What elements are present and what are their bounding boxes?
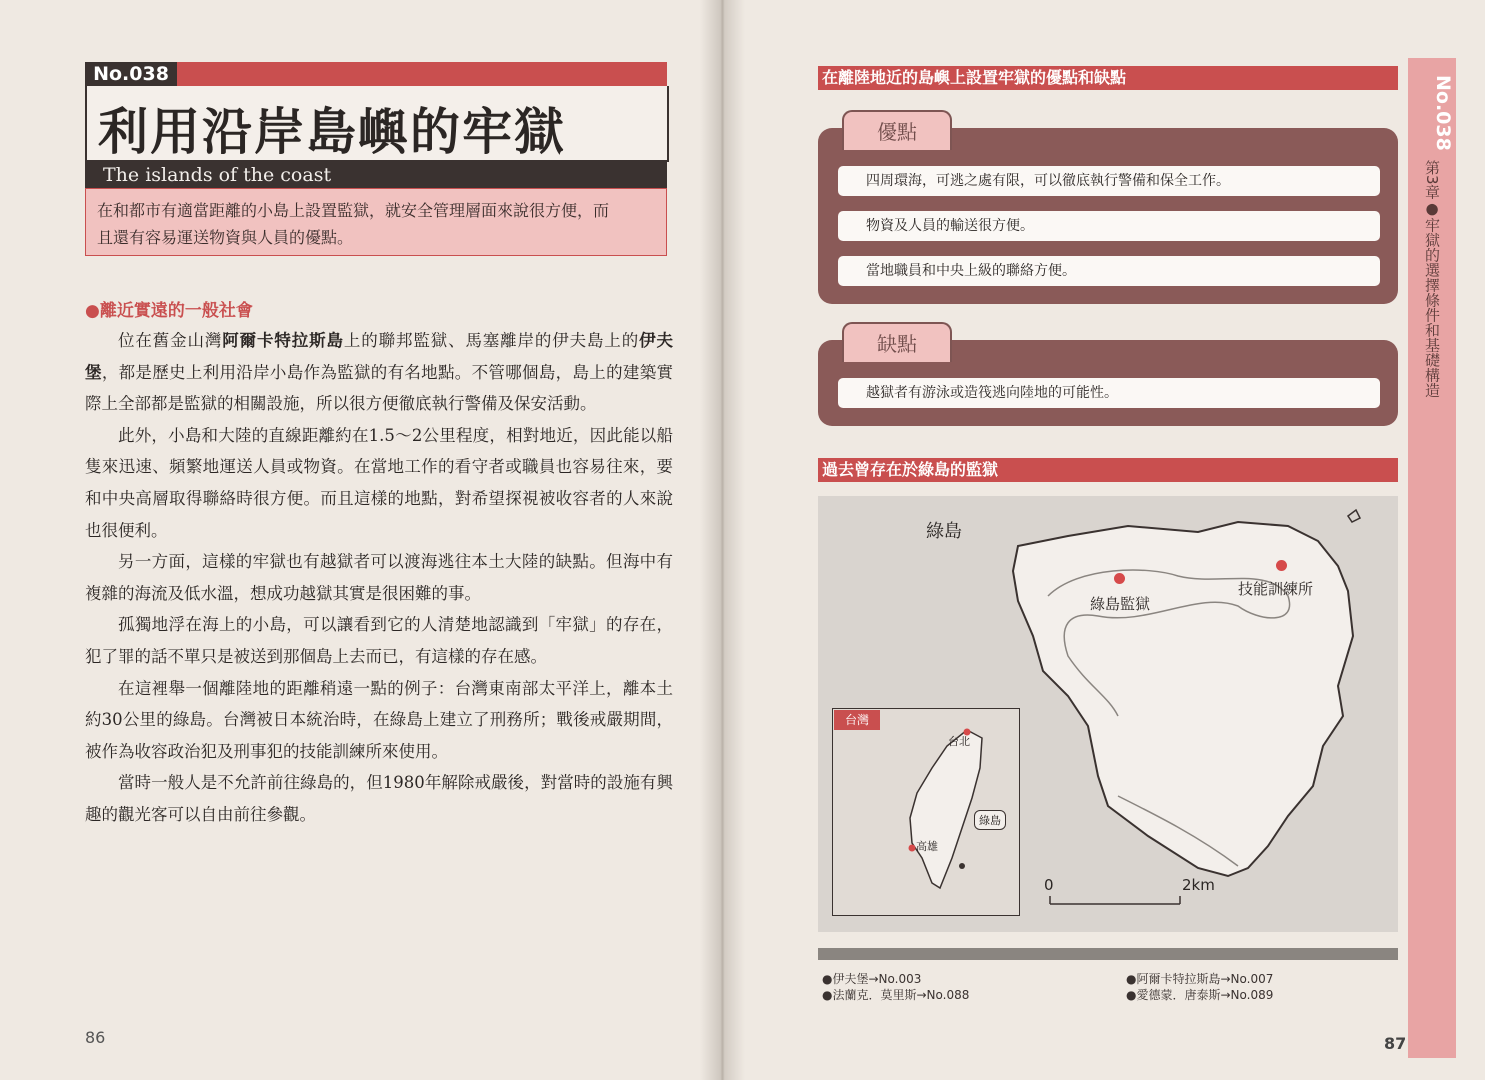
section-heading: ●離近實遠的一般社會 xyxy=(85,301,253,321)
paragraph: 在這裡舉一個離陸地的距離稍遠一點的例子：台灣東南部太平洋上，離本土約30公里的綠島。台灣被日本統治時，在綠島上建立了刑務所；戰後戒嚴期間，被作為收容政治犯及刑事犯的技能訓練所來使用。 xyxy=(85,678,673,761)
merits-header: 在離陸地近的島嶼上設置牢獄的優點和缺點 xyxy=(822,68,1127,87)
merit-item: 四周環海，可逃之處有限，可以徹底執行警備和保全工作。 xyxy=(838,166,1380,196)
side-chapter-title: 第3章●牢獄的選擇條件和基礎構造 xyxy=(1423,160,1441,398)
demerit-item: 越獄者有游泳或造筏逃向陸地的可能性。 xyxy=(838,378,1380,408)
page-number-right: 87 xyxy=(1384,1034,1407,1053)
related-bar xyxy=(818,948,1398,960)
inset-taipei: 台北 xyxy=(948,735,970,748)
scale-zero: 0 xyxy=(1044,876,1054,894)
training-marker xyxy=(1276,560,1287,571)
text: 上的聯邦監獄、馬塞離岸的伊夫島上的 xyxy=(343,331,640,350)
bold-term: 伊夫堡 xyxy=(85,331,674,382)
side-entry-number: No.038 xyxy=(1432,75,1454,151)
related-link[interactable]: ●阿爾卡特拉斯島→No.007 xyxy=(1126,972,1274,986)
page-title: 利用沿岸島嶼的牢獄 xyxy=(98,103,566,161)
summary-text xyxy=(97,197,662,251)
entry-number: No.038 xyxy=(85,62,177,86)
inset-kaohsiung: 高雄 xyxy=(916,840,938,853)
merits-tab: 優點 xyxy=(842,110,952,150)
bold-term: 阿爾卡特拉斯島 xyxy=(222,331,344,350)
body-text xyxy=(85,325,673,831)
map-header: 過去曾存在於綠島的監獄 xyxy=(822,460,999,479)
book-gutter xyxy=(700,0,745,1080)
island-name: 綠島 xyxy=(926,521,962,542)
inset-tag: 台灣 xyxy=(834,710,880,730)
inset-green-island: 綠島 xyxy=(974,810,1006,830)
related-link[interactable]: ●愛德蒙．唐泰斯→No.089 xyxy=(1126,988,1274,1002)
english-subtitle: The islands of the coast xyxy=(103,164,332,186)
paragraph: 此外，小島和大陸的直線距離約在1.5～2公里程度，相對地近，因此能以船隻來迅速、頻繁地運送人員或物資。在當地工作的看守者或職員也容易往來，要和中央高層取得聯絡時很方便。而且這樣的地點，對希望探視被收容者的人來說也很便利。 xyxy=(85,425,673,540)
page-number-left: 86 xyxy=(85,1028,106,1047)
text: 位在舊金山灣 xyxy=(118,331,223,350)
prison-marker xyxy=(1114,573,1125,584)
related-link[interactable]: ●伊夫堡→No.003 xyxy=(822,972,922,986)
text: ，都是歷史上利用沿岸小島作為監獄的有名地點。不管哪個島，島上的建築實際上全部都是監獄的相關設施，所以很方便徹底執行警備及保安活動。 xyxy=(85,362,674,414)
merit-item: 當地職員和中央上級的聯絡方便。 xyxy=(838,256,1380,286)
paragraph: 孤獨地浮在海上的小島，可以讓看到它的人清楚地認識到「牢獄」的存在，犯了罪的話不單只是被送到那個島上去而已，有這樣的存在感。 xyxy=(85,615,673,666)
prison-label: 綠島監獄 xyxy=(1090,595,1151,613)
training-label: 技能訓練所 xyxy=(1238,580,1314,598)
merit-item: 物資及人員的輸送很方便。 xyxy=(838,211,1380,241)
scale-unit: 2km xyxy=(1182,876,1215,894)
summary-line: 在和都市有適當距離的小島上設置監獄，就安全管理層面來說很方便，而 xyxy=(97,201,610,220)
paragraph xyxy=(85,325,673,420)
summary-line: 且還有容易運送物資與人員的優點。 xyxy=(97,228,354,247)
demerits-tab: 缺點 xyxy=(842,322,952,362)
paragraph: 另一方面，這樣的牢獄也有越獄者可以渡海逃往本土大陸的缺點。但海中有複雜的海流及低水溫，想成功越獄其實是很困難的事。 xyxy=(85,552,673,603)
paragraph: 當時一般人是不允許前往綠島的，但1980年解除戒嚴後，對當時的設施有興趣的觀光客可以自由前往參觀。 xyxy=(85,773,673,824)
related-link[interactable]: ●法蘭克．莫里斯→No.088 xyxy=(822,988,970,1002)
